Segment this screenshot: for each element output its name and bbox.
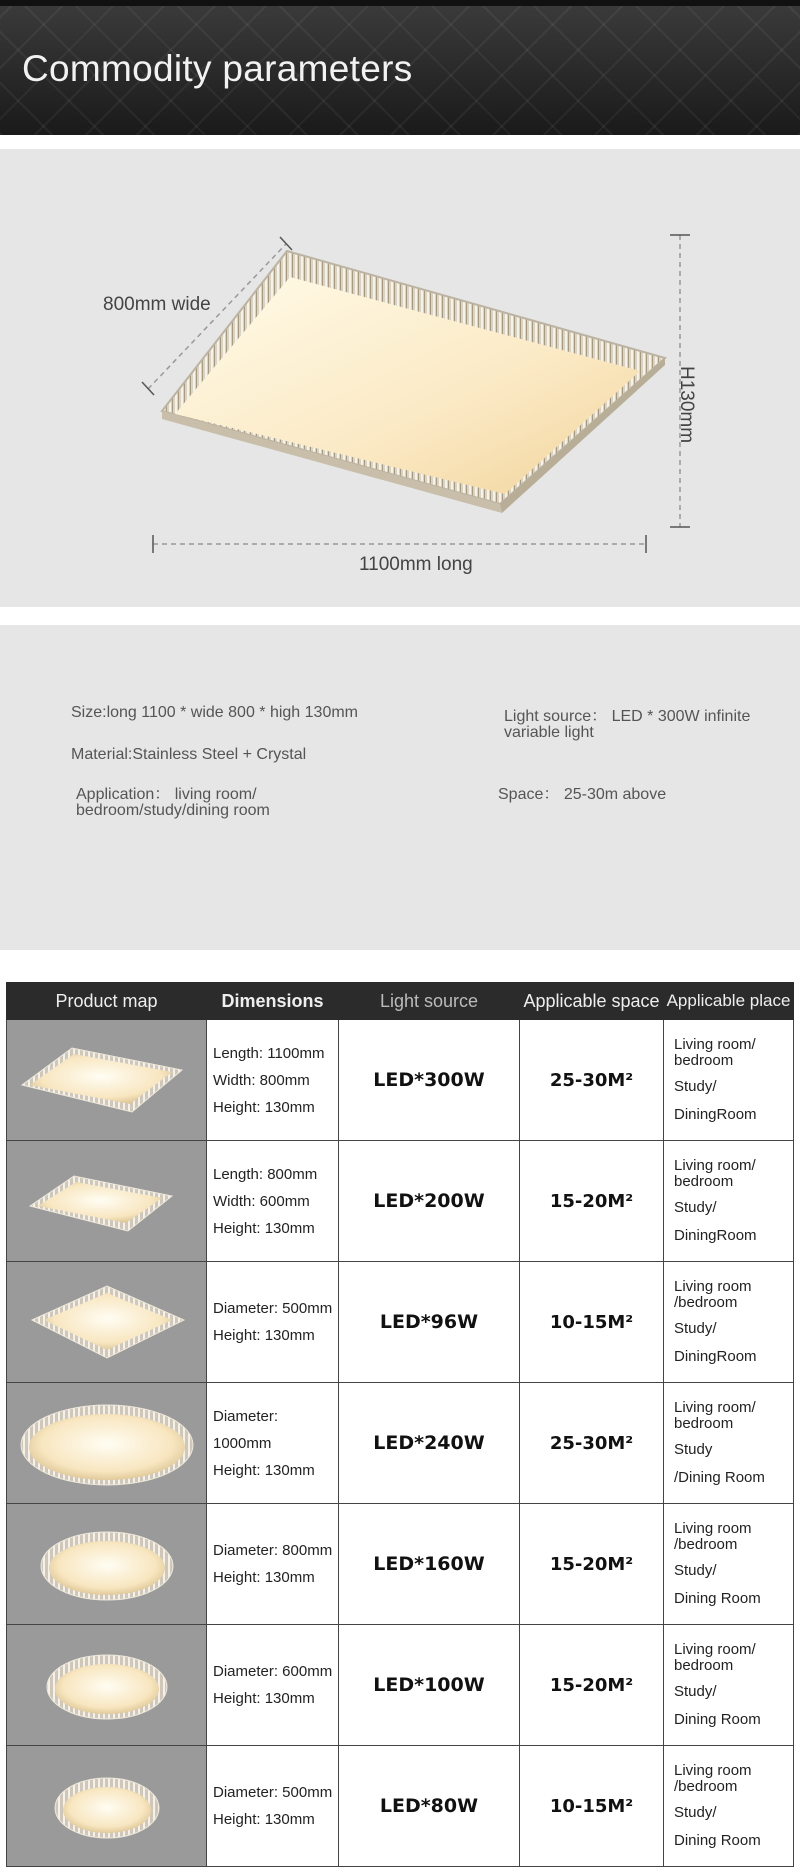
applicable-place-cell: [664, 1020, 794, 1141]
spec-size: Size:long 1100 * wide 800 * high 130mm: [71, 704, 358, 721]
applicable-space-cell: 10-15M²: [520, 1262, 664, 1383]
light-source-cell: LED*80W: [339, 1746, 520, 1867]
header-dimensions: Dimensions: [207, 983, 339, 1020]
applicable-place-cell: [664, 1504, 794, 1625]
spec-light-source: [504, 709, 750, 741]
dimensions-cell: [207, 1746, 339, 1867]
dimension-line: Height: 130mm: [213, 1569, 315, 1586]
dimension-line: Length: 1100mm: [213, 1044, 325, 1062]
applicable-space-cell: 25-30M²: [520, 1020, 664, 1141]
place-line: Study/: [674, 1804, 717, 1821]
dimension-line: Height: 130mm: [213, 1098, 315, 1116]
place-line: DiningRoom: [674, 1227, 757, 1244]
parameter-table-wrap: [6, 982, 793, 1867]
place-line: bedroom: [674, 1173, 734, 1190]
dimension-line: Diameter: 600mm: [213, 1663, 333, 1680]
header-applicable-place: Applicable place: [664, 983, 794, 1020]
table-row: [7, 1383, 794, 1504]
applicable-place-cell: [664, 1383, 794, 1504]
product-map-cell: [7, 1746, 207, 1867]
page-title: Commodity parameters: [22, 48, 413, 89]
spec-panel: [0, 625, 800, 950]
applicable-place-cell: [664, 1141, 794, 1262]
dimensions-cell: [207, 1141, 339, 1262]
parameter-table: [6, 982, 794, 1867]
place-line: Dining Room: [674, 1590, 761, 1607]
product-thumbnail: [12, 1393, 202, 1493]
height-label: H130mm: [676, 366, 697, 444]
product-thumbnail: [12, 1030, 202, 1130]
header-product-map: Product map: [7, 983, 207, 1020]
product-map-cell: [7, 1141, 207, 1262]
place-line: DiningRoom: [674, 1348, 757, 1365]
dimensions-cell: [207, 1504, 339, 1625]
table-row: [7, 1746, 794, 1867]
product-thumbnail: [12, 1151, 202, 1251]
place-line: Living room/: [674, 1399, 756, 1416]
product-map-cell: [7, 1625, 207, 1746]
table-row: [7, 1020, 794, 1141]
table-row: [7, 1625, 794, 1746]
place-line: Dining Room: [674, 1711, 761, 1728]
place-line: /bedroom: [674, 1778, 738, 1795]
light-source-cell: LED*100W: [339, 1625, 520, 1746]
spec-light-source-line2: variable light: [504, 724, 594, 741]
place-line: Living room/: [674, 1036, 756, 1053]
place-line: Study/: [674, 1199, 717, 1216]
spec-material: Material:Stainless Steel + Crystal: [71, 746, 307, 763]
applicable-space-cell: 15-20M²: [520, 1141, 664, 1262]
place-line: DiningRoom: [674, 1106, 757, 1123]
table-body: [7, 1020, 794, 1867]
product-thumbnail: [12, 1756, 202, 1856]
place-line: Study: [674, 1441, 713, 1458]
place-line: Study/: [674, 1562, 717, 1579]
light-source-cell: LED*240W: [339, 1383, 520, 1504]
light-source-cell: LED*160W: [339, 1504, 520, 1625]
table-row: [7, 1262, 794, 1383]
spec-application-line1: Application： living room/: [76, 786, 257, 803]
place-line: bedroom: [674, 1052, 734, 1069]
place-line: Study/: [674, 1683, 717, 1700]
applicable-place-cell: [664, 1262, 794, 1383]
product-map-cell: [7, 1020, 207, 1141]
light-source-cell: LED*300W: [339, 1020, 520, 1141]
product-diagram: [0, 149, 800, 607]
dimensions-cell: [207, 1383, 339, 1504]
dimension-line: Height: 130mm: [213, 1461, 315, 1479]
table-header-row: [7, 983, 794, 1020]
table-row: [7, 1504, 794, 1625]
product-map-cell: [7, 1504, 207, 1625]
dimension-line: Height: 130mm: [213, 1690, 315, 1707]
product-thumbnail: [12, 1272, 202, 1372]
dimension-line: Diameter: 500mm: [213, 1300, 333, 1317]
spec-application-line2: bedroom/study/dining room: [76, 802, 270, 819]
dimensions-cell: [207, 1262, 339, 1383]
table-row: [7, 1141, 794, 1262]
product-map-cell: [7, 1383, 207, 1504]
place-line: Living room: [674, 1520, 752, 1537]
light-source-cell: LED*96W: [339, 1262, 520, 1383]
place-line: Study/: [674, 1320, 717, 1337]
spec-application: [76, 787, 270, 819]
applicable-space-cell: 15-20M²: [520, 1504, 664, 1625]
dimension-line: Height: 130mm: [213, 1327, 315, 1344]
length-label: 1100mm long: [359, 554, 473, 575]
dimension-line: Diameter: 1000mm: [213, 1407, 279, 1452]
applicable-space-cell: 15-20M²: [520, 1625, 664, 1746]
dimension-line: Length: 800mm: [213, 1165, 318, 1183]
width-label: 800mm wide: [103, 294, 211, 315]
dimensions-cell: [207, 1625, 339, 1746]
dimension-line: Diameter: 500mm: [213, 1784, 333, 1801]
applicable-place-cell: [664, 1625, 794, 1746]
header-applicable-space: Applicable space: [520, 983, 664, 1020]
dimension-line: Height: 130mm: [213, 1811, 315, 1828]
dimension-line: Height: 130mm: [213, 1219, 315, 1237]
dimension-line: Diameter: 800mm: [213, 1542, 333, 1559]
applicable-space-cell: 25-30M²: [520, 1383, 664, 1504]
place-line: Living room: [674, 1762, 752, 1779]
product-map-cell: [7, 1262, 207, 1383]
place-line: Study/: [674, 1078, 717, 1095]
place-line: Living room/: [674, 1641, 756, 1658]
product-thumbnail: [12, 1635, 202, 1735]
spec-space: Space： 25-30m above: [498, 786, 667, 803]
dimension-line: Width: 800mm: [213, 1071, 310, 1089]
place-line: Living room: [674, 1278, 752, 1295]
place-line: bedroom: [674, 1657, 734, 1674]
header-banner: [0, 0, 800, 135]
place-line: Dining Room: [674, 1832, 761, 1849]
applicable-space-cell: 10-15M²: [520, 1746, 664, 1867]
place-line: bedroom: [674, 1415, 734, 1432]
spec-light-source-line1: Light source： LED * 300W infinite: [504, 708, 751, 725]
header-light-source: Light source: [339, 983, 520, 1020]
place-line: /bedroom: [674, 1294, 738, 1311]
place-line: Living room/: [674, 1157, 756, 1174]
dimensions-cell: [207, 1020, 339, 1141]
dimension-line: Width: 600mm: [213, 1192, 310, 1210]
light-source-cell: LED*200W: [339, 1141, 520, 1262]
place-line: /bedroom: [674, 1536, 738, 1553]
applicable-place-cell: [664, 1746, 794, 1867]
product-thumbnail: [12, 1514, 202, 1614]
place-line: /Dining Room: [674, 1469, 765, 1486]
